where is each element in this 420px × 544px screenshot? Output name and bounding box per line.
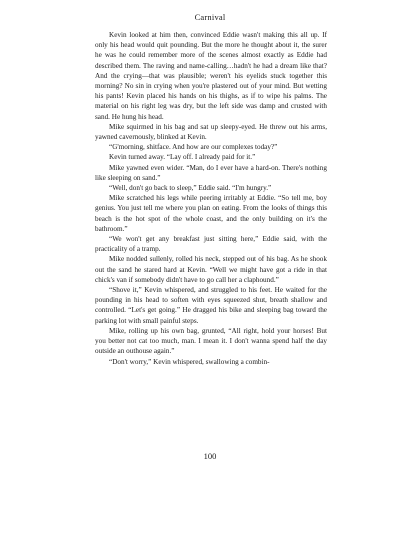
page-number: 100	[203, 451, 217, 461]
paragraph: Mike, rolling up his own bag, grunted, “All right, hold your horses! But you better not cat too much, man. I mean it. I don't wanna spend half the day outside an outhouse again.”	[95, 326, 327, 356]
paragraph: “We won't get any breakfast just sitting here,” Eddie said, with the practicality of a tramp.	[95, 235, 327, 254]
running-head: Carnival	[194, 12, 226, 22]
paragraph: “Don't worry,” Kevin whispered, swallowing a combin-	[109, 357, 270, 366]
paragraph: “G'morning, shitface. And how are our complexes today?”	[109, 143, 278, 152]
paragraph: Mike nodded sullenly, rolled his neck, stepped out of his bag. As he shook out the sand he stared hard at Kevin. “Well we might have got a ride in that chick's van if somebody didn't have to go call her a claphound.”	[95, 255, 327, 284]
paragraph: “Shove it,” Kevin whispered, and struggled to his feet. He waited for the pounding in his head to soften with eyes squeezed shut, breath shallow and controlled. “Let's get going.” He dragged his bike and sleeping bag toward the parking lot with small painful steps.	[95, 286, 327, 325]
paragraph: Mike yawned even wider. “Man, do I ever have a hard-on. There's nothing like sleeping on sand.”	[95, 163, 327, 182]
paragraph: Mike scratched his legs while peering irritably at Eddie. “So tell me, boy genius. You just tell me where you plan on eating. From the looks of things this beach is the hot spot of the whole coast, and the only building on it's the bathroom.”	[95, 194, 327, 233]
paragraph: Mike squirmed in his bag and sat up sleepy-eyed. He threw out his arms, yawned cavernously, blinked at Kevin.	[95, 122, 327, 142]
paragraph: Kevin turned away. “Lay off. I already paid for it.”	[109, 153, 256, 162]
paragraph: “Well, don't go back to sleep,” Eddie said. “I'm hungry.”	[109, 184, 272, 193]
paragraph: Kevin looked at him then, convinced Eddie wasn't making this all up. If only his head would quit pounding. But the more he thought about it, the surer he was he could remember more of the scenes almost exactly as Eddie had described them. The raving and name-calling…hadn't he had a dream like that? And the crying—that was plausible; weren't his eyelids stuck together this morning? No sin in crying when you're plastered out of your mind. But wetting his pants! Kevin placed his hands on his thighs, as if to wipe his palms. The material on his right leg was dry, but the left side was damp and crusted with sand. He hung his head.	[95, 31, 327, 121]
body-text	[95, 30, 327, 367]
